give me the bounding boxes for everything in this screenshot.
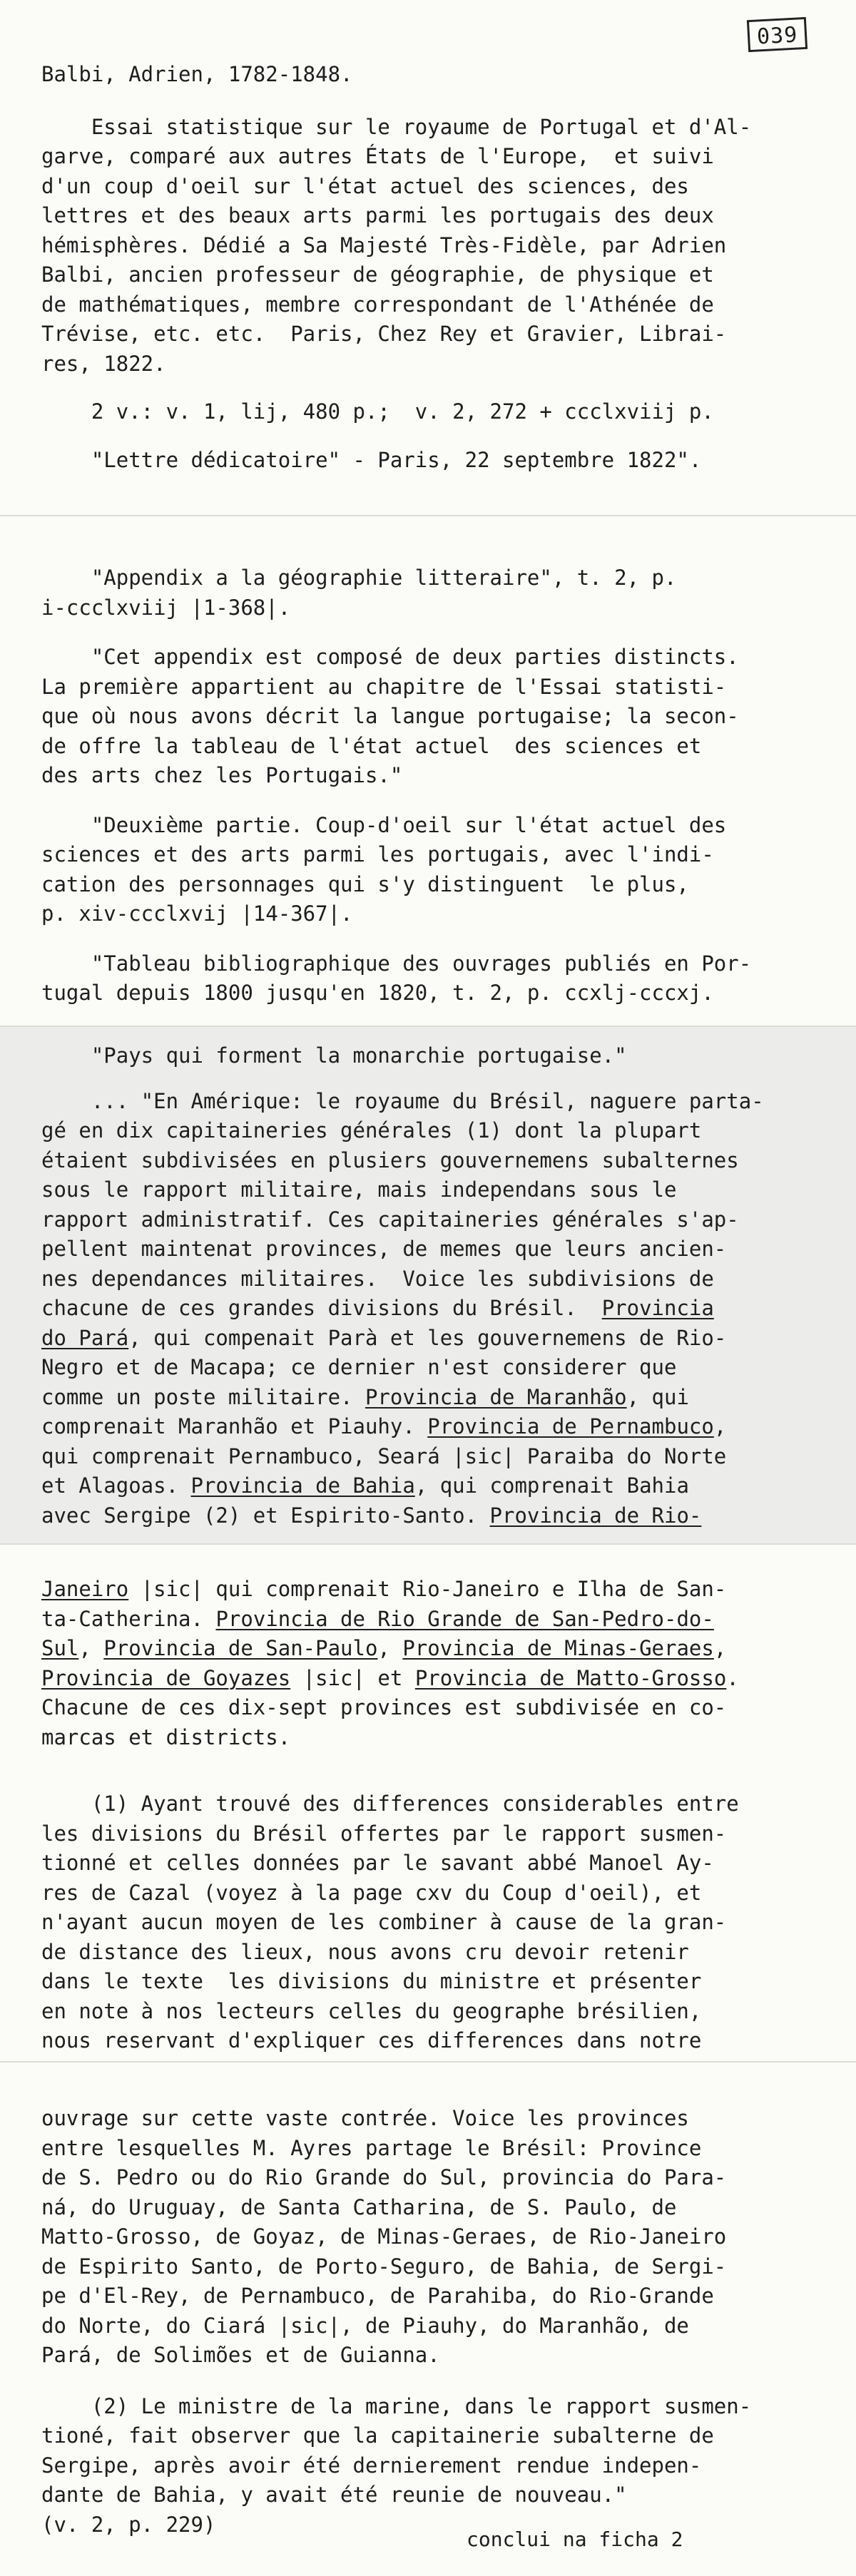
footnote-line: en note à nos lecteurs celles du geographe brésilien, bbox=[41, 1998, 702, 2023]
footnote-line: dante de Bahia, y avait été reunie de nouveau." bbox=[41, 2483, 627, 2507]
footnote-line: tionné et celles données par le savant abbé Manoel Ay- bbox=[41, 1851, 714, 1875]
text-line bbox=[41, 1575, 815, 1605]
card-4 bbox=[0, 1545, 856, 2061]
province-underlined: Provincia de Bahia bbox=[190, 1473, 415, 1498]
text-line bbox=[41, 1501, 815, 1531]
text-span: , bbox=[713, 1636, 727, 1660]
text-span: et Alagoas. bbox=[41, 1473, 191, 1498]
text-line bbox=[41, 1471, 815, 1501]
card-1 bbox=[0, 0, 856, 515]
text-span: . bbox=[726, 1665, 739, 1690]
text-span: ta-Catherina. bbox=[41, 1606, 216, 1631]
quote-line: La première appartient au chapitre de l'Essai statisti- bbox=[41, 674, 727, 699]
text-line bbox=[41, 1383, 815, 1413]
text-span: |sic| qui comprenait Rio-Janeiro e Ilha de San- bbox=[128, 1577, 727, 1601]
footnote-line: nous reservant d'expliquer ces differences dans notre bbox=[41, 2028, 702, 2053]
province-underlined: Provincia bbox=[601, 1296, 714, 1320]
text-line bbox=[41, 1634, 815, 1664]
province-underlined: Provincia de Matto-Grosso bbox=[414, 1665, 727, 1690]
footnote-line: de Espirito Santo, de Porto-Seguro, de Bahia, de Sergi- bbox=[41, 2254, 727, 2279]
footnote-line: ná, do Uruguay, de Santa Catharina, de S. Paulo, de bbox=[41, 2194, 677, 2219]
text-line: étaient subdivisées en plusiers gouvernemens subalternes bbox=[41, 1148, 739, 1172]
footnote-line: Pará, de Solimões et de Guianna. bbox=[41, 2343, 440, 2367]
text-line: Chacune de ces dix-sept provinces est subdivisée en co- bbox=[41, 1695, 727, 1719]
footnote-line: Sergipe, après avoir été dernierement rendue indepen- bbox=[41, 2453, 702, 2478]
footnote-line: les divisions du Brésil offertes par le rapport susmen- bbox=[41, 1821, 727, 1846]
quote-line: "Deuxième partie. Coup-d'oeil sur l'état actuel des bbox=[41, 812, 727, 837]
text-line: qui comprenait Pernambuco, Seará |sic| Paraiba do Norte bbox=[41, 1443, 727, 1468]
appendix-line: "Appendix a la géographie litteraire", t. 2, p. bbox=[41, 566, 677, 590]
province-underlined: Sul bbox=[41, 1636, 79, 1660]
text-line: pellent maintenat provinces, de memes que leurs ancien- bbox=[41, 1237, 727, 1261]
quote-line: p. xiv-ccclxvij |14-367|. bbox=[41, 901, 353, 926]
footnote-line: n'ayant aucun moyen de les combiner à cause de la gran- bbox=[41, 1910, 727, 1934]
text-span: avec Sergipe (2) et Espirito-Santo. bbox=[41, 1503, 490, 1528]
text-line bbox=[41, 1324, 815, 1354]
quote-line: de offre la tableau de l'état actuel des sciences et bbox=[41, 733, 702, 758]
text-line bbox=[41, 1412, 815, 1442]
provinces-continued bbox=[41, 1575, 815, 1752]
footnote-line: (1) Ayant trouvé des differences considerables entre bbox=[41, 1792, 739, 1816]
quote-block-2 bbox=[41, 811, 815, 929]
quote-line: cation des personnages qui s'y distinguent le plus, bbox=[41, 872, 689, 896]
card-heading: Balbi, Adrien, 1782-1848. bbox=[41, 62, 353, 86]
card-5 bbox=[0, 2063, 856, 2576]
text-span: , qui comprenait Bahia bbox=[414, 1473, 689, 1498]
footnote-line: (v. 2, p. 229) bbox=[41, 2512, 216, 2537]
province-underlined: Provincia de Rio- bbox=[489, 1503, 702, 1528]
description-line: de mathématiques, membre correspondant de l'Athénée de bbox=[41, 292, 714, 317]
quote-line: que où nous avons décrit la langue portugaise; la secon- bbox=[41, 704, 739, 728]
description-line: Trévise, etc. etc. Paris, Chez Rey et Gravier, Librai- bbox=[41, 322, 727, 346]
province-underlined: Provincia de Pernambuco bbox=[427, 1414, 714, 1438]
footnote-line: de S. Pedro ou do Rio Grande do Sul, provincia do Para- bbox=[41, 2165, 727, 2189]
footnote-line: ouvrage sur cette vaste contrée. Voice les provinces bbox=[41, 2106, 689, 2130]
province-underlined: Provincia de Goyazes bbox=[41, 1665, 291, 1690]
footnote-2 bbox=[41, 2392, 815, 2540]
appendix-block bbox=[41, 563, 815, 623]
text-span: comme un poste militaire. bbox=[41, 1384, 365, 1409]
text-span: |sic| et bbox=[290, 1665, 415, 1690]
footnote-1-continued bbox=[41, 2104, 815, 2371]
quote-line: "Cet appendix est composé de deux parties distincts. bbox=[41, 645, 739, 669]
description-line: d'un coup d'oeil sur l'état actuel des sciences, des bbox=[41, 173, 689, 198]
footnote-line: (2) Le ministre de la marine, dans le rapport susmen- bbox=[41, 2393, 752, 2418]
province-underlined: Provincia de San-Paulo bbox=[103, 1636, 378, 1660]
quote-line: "Tableau bibliographique des ouvrages publiés en Por- bbox=[41, 951, 752, 976]
card-2 bbox=[0, 516, 856, 1026]
section-title: "Pays qui forment la monarchie portugaise." bbox=[41, 1043, 627, 1068]
province-underlined: Provincia de Minas-Geraes bbox=[402, 1636, 714, 1660]
text-line: nes dependances militaires. Voice les subdivisions de bbox=[41, 1266, 714, 1291]
appendix-line: i-ccclxviij |1-368|. bbox=[41, 595, 291, 620]
description-line: Essai statistique sur le royaume de Portugal et d'Al- bbox=[41, 114, 752, 139]
footnote-line: res de Cazal (voyez à la page cxv du Coup d'oeil), et bbox=[41, 1880, 702, 1905]
quote-block-3 bbox=[41, 949, 815, 1008]
quote-line: sciences et des arts parmi les portugais, avec l'indi- bbox=[41, 842, 714, 867]
text-line: rapport administratif. Ces capitaineries générales s'ap- bbox=[41, 1207, 739, 1232]
description-line: Balbi, ancien professeur de géographie, de physique et bbox=[41, 262, 714, 287]
continuation-note: conclui na ficha 2 bbox=[467, 2528, 683, 2551]
text-line: sous le rapport militaire, mais independans sous le bbox=[41, 1177, 677, 1202]
text-line: gé en dix capitaineries générales (1) dont la plupart bbox=[41, 1118, 702, 1143]
text-span: comprenait Maranhão et Piauhy. bbox=[41, 1414, 428, 1438]
footnote-line: pe d'El-Rey, de Pernambuco, de Parahiba, do Rio-Grande bbox=[41, 2284, 714, 2308]
footnote-line: tioné, fait observer que la capitainerie subalterne de bbox=[41, 2423, 714, 2448]
footnote-line: dans le texte les divisions du ministre et présenter bbox=[41, 1969, 702, 1993]
footnote-line: do Norte, do Ciará |sic|, de Piauhy, do Maranhão, de bbox=[41, 2313, 689, 2338]
book-description bbox=[41, 113, 815, 379]
text-line bbox=[41, 1294, 815, 1324]
provinces-text bbox=[41, 1087, 815, 1531]
text-line bbox=[41, 1605, 815, 1635]
text-span: chacune de ces grandes divisions du Brésil. bbox=[41, 1296, 602, 1320]
text-span: , bbox=[78, 1636, 104, 1660]
card-3 bbox=[0, 1027, 856, 1543]
province-underlined: Provincia de Maranhão bbox=[365, 1384, 627, 1409]
text-line: marcas et districts. bbox=[41, 1724, 291, 1749]
card-number-stamp: 039 bbox=[747, 17, 807, 52]
text-span: , bbox=[377, 1636, 403, 1660]
text-span: , qui compenait Parà et les gouvernemens de Rio- bbox=[128, 1325, 727, 1350]
quote-line: tugal depuis 1800 jusqu'en 1820, t. 2, p. ccxlj-cccxj. bbox=[41, 981, 714, 1005]
province-underlined: Provincia de Rio Grande de San-Pedro-do- bbox=[215, 1606, 714, 1631]
province-underlined: do Pará bbox=[41, 1325, 129, 1350]
description-line: res, 1822. bbox=[41, 351, 166, 376]
footnote-line: Matto-Grosso, de Goyaz, de Minas-Geraes, de Rio-Janeiro bbox=[41, 2224, 727, 2249]
text-span: , qui bbox=[626, 1384, 689, 1409]
text-span: , bbox=[713, 1414, 727, 1438]
footnote-1 bbox=[41, 1789, 815, 2056]
description-line: lettres et des beaux arts parmi les portugais des deux bbox=[41, 203, 714, 228]
quote-block-1 bbox=[41, 643, 815, 791]
collation-line: 2 v.: v. 1, lij, 480 p.; v. 2, 272 + ccclxviij p. bbox=[41, 399, 714, 424]
text-line: Negro et de Macapa; ce dernier n'est considerer que bbox=[41, 1355, 677, 1379]
text-line bbox=[41, 1664, 815, 1694]
footnote-line: de distance des lieux, nous avons cru devoir retenir bbox=[41, 1939, 689, 1964]
description-line: garve, comparé aux autres États de l'Europe, et suivi bbox=[41, 144, 714, 168]
province-underlined: Janeiro bbox=[41, 1577, 129, 1601]
letter-line: "Lettre dédicatoire" - Paris, 22 septembre 1822". bbox=[41, 447, 702, 472]
text-line: ... "En Amérique: le royaume du Brésil, naguere parta- bbox=[41, 1088, 764, 1113]
quote-line: des arts chez les Portugais." bbox=[41, 763, 403, 787]
description-line: hémisphères. Dédié a Sa Majesté Très-Fidèle, par Adrien bbox=[41, 232, 727, 257]
footnote-line: entre lesquelles M. Ayres partage le Brésil: Province bbox=[41, 2135, 702, 2160]
